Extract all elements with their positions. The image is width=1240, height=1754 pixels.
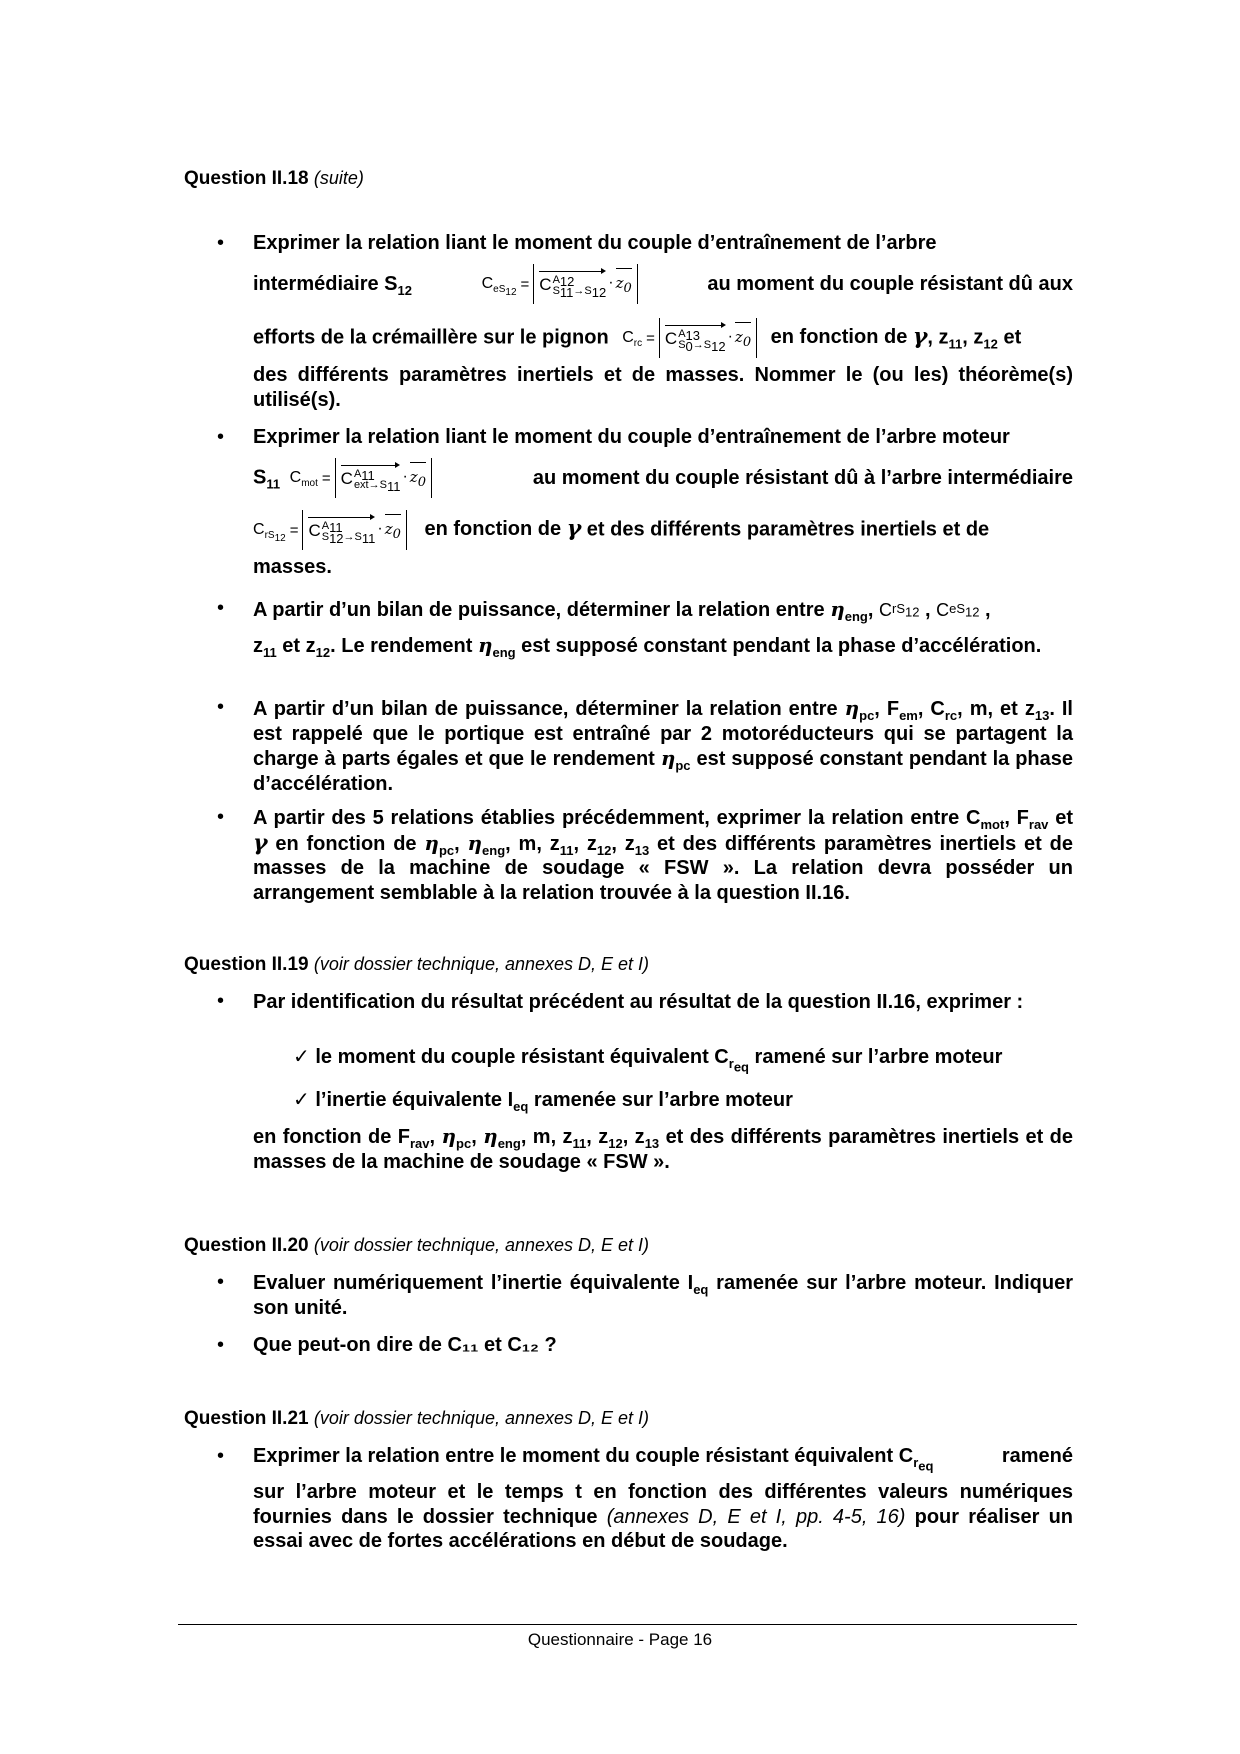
bullet-icon: • xyxy=(217,1271,225,1293)
formula-Cmot: $C_{mot}$ = C $A_{11}$ $ext\to S_{11}$ · $z_0$ xyxy=(290,458,432,498)
q18-b2-line2: $S_{11}$ $C_{mot}$ = C $A_{11}$ $ext\to S_{11}$ · $z_0$ au moment du couple résistant dû à l’arbre intermédiaire xyxy=(253,458,1073,498)
bullet-icon: • xyxy=(217,1445,225,1467)
page-footer: Questionnaire - Page 16 xyxy=(527,1630,713,1649)
question-II-18-heading: Question II.18 (suite) xyxy=(184,168,364,189)
bullet-icon: • xyxy=(217,597,225,619)
bullet-icon: • xyxy=(217,426,225,448)
q19-tail: en fonction de $F_{rav}$, $\eta_{pc}$, $\eta_{eng}$, m, $z_{11}$, $z_{12}$, $z_{13}$ et des différents paramètres inertiels et de masses de la machine de soudage « FSW ». xyxy=(253,1124,1073,1173)
q20-b1: Evaluer numériquement l’inertie équivalente $I_{eq}$ ramenée sur l’arbre moteur. Indiquer son unité. xyxy=(253,1272,1073,1319)
q18-b1-line3: efforts de la crémaillère sur le pignon $C_{rc}$ = C $A_{13}$ $S_0\to S_{12}$ · $z_0$ en fonction de γ, $z_{11}$, $z_{12}$ et xyxy=(253,318,1073,358)
q21-b1-rest: sur l’arbre moteur et le temps t en fonction des différentes valeurs numériques fournies dans le dossier technique (annexes D, E et I, pp. 4-5, 16) pour réaliser un essai avec de fortes accélérations en début de soudage. xyxy=(253,1481,1073,1552)
q20-b2: Que peut-on dire de C₁₁ et C₁₂ ? xyxy=(253,1334,557,1356)
q18-b1-line2: intermédiaire $S_{12}$ $C_{eS_{12}}$ = C $A_{12}$ $S_{11}\to S_{12}$ · $z_0$ au moment du couple résistant dû aux xyxy=(253,264,1073,304)
q18-b3-line2: $z_{11}$ et $z_{12}$. Le rendement $\eta_{eng}$ est supposé constant pendant la phase d’accélération. xyxy=(253,633,1042,660)
q19-check-1: ✓ le moment du couple résistant équivalent $C_{r_{eq}}$ ramené sur l’arbre moteur xyxy=(293,1046,1003,1075)
question-II-20-heading: Question II.20 (voir dossier technique, annexes D, E et I) xyxy=(184,1235,650,1256)
checkmark-icon: ✓ xyxy=(293,1089,310,1111)
formula-CeS12: $C_{eS_{12}}$ = C $A_{12}$ $S_{11}\to S_{12}$ · $z_0$ xyxy=(482,264,638,304)
q18-b5: A partir des 5 relations établies précédemment, exprimer la relation entre $C_{mot}$, $F_{rav}$ et γ en fonction de $\eta_{pc}$, $\eta_{eng}$, m, $z_{11}$, $z_{12}$, $z_{13}$ et des différents paramètres inertiels et de masses de la machine de soudage « FSW ». La relation devra posséder un arrangement semblable à la relation trouvée à la question II.16. xyxy=(253,807,1073,904)
footer-rule xyxy=(178,1624,1077,1625)
q18-b1-line4: des différents paramètres inertiels et de masses. Nommer le (ou les) théorème(s) utilisé(s). xyxy=(253,364,1073,411)
q18-b3-line1: A partir d’un bilan de puissance, déterminer la relation entre $\eta_{eng}$, C $rS_{12}$ , C $eS_{12}$ , xyxy=(253,597,991,624)
q19-b1: Par identification du résultat précédent au résultat de la question II.16, exprimer : xyxy=(253,991,1024,1013)
bullet-icon: • xyxy=(217,806,225,828)
q18-b2-line4: masses. xyxy=(253,556,332,578)
bullet-icon: • xyxy=(217,1334,225,1356)
bullet-icon: • xyxy=(217,990,225,1012)
q19-check-2: ✓ l’inertie équivalente $I_{eq}$ ramenée sur l’arbre moteur xyxy=(293,1089,793,1114)
bullet-icon: • xyxy=(217,696,225,718)
q18-b2-line3: $C_{rS_{12}}$ = C $A_{11}$ $S_{12}\to S_{11}$ · $z_0$ en fonction de γ et des différents paramètres inertiels et de xyxy=(253,510,1073,550)
q18-b4: A partir d’un bilan de puissance, déterminer la relation entre $\eta_{pc}$, $F_{em}$, $C_{rc}$, m, et $z_{13}$. Il est rappelé que le portique est entraîné par 2 motoréducteurs qui se partagent la charge à parts égales et que le rendement $\eta_{pc}$ est supposé constant pendant la phase d’accélération. xyxy=(253,696,1074,795)
formula-CrS12: $C_{rS_{12}}$ = C $A_{11}$ $S_{12}\to S_{11}$ · $z_0$ xyxy=(253,510,407,550)
q18-b2-line1: Exprimer la relation liant le moment du couple d’entraînement de l’arbre moteur xyxy=(253,426,1010,448)
question-II-21-heading: Question II.21 (voir dossier technique, annexes D, E et I) xyxy=(184,1408,650,1429)
checkmark-icon: ✓ xyxy=(293,1046,310,1068)
formula-Crc: $C_{rc}$ = C $A_{13}$ $S_0\to S_{12}$ · $z_0$ xyxy=(622,318,757,358)
bullet-icon: • xyxy=(217,232,225,254)
question-II-19-heading: Question II.19 (voir dossier technique, annexes D, E et I) xyxy=(184,954,650,975)
q21-b1-line1: Exprimer la relation entre le moment du couple résistant équivalent $C_{r_{eq}}$ ramené xyxy=(253,1445,1073,1474)
q18-b1-line1: Exprimer la relation liant le moment du couple d’entraînement de l’arbre xyxy=(253,232,937,254)
